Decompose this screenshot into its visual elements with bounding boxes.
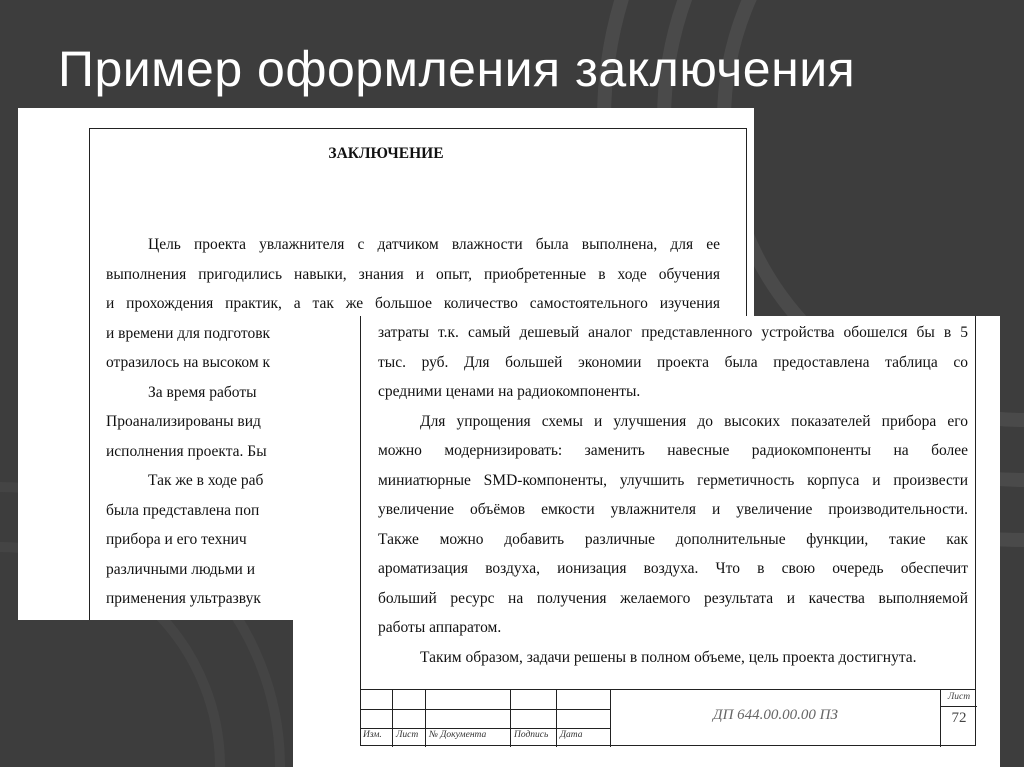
text-line: отразилось на высоком к: [106, 354, 271, 371]
text-line: больший ресурс на получения желаемого результата и качества выполняемой: [378, 589, 968, 607]
text-line: затраты т.к. самый дешевый аналог представленного устройства обошелся бы в 5: [378, 324, 968, 341]
stamp-divider: [556, 690, 557, 747]
stamp-label-sheet: Лист: [396, 730, 419, 740]
text-line: увеличение объёмов емкости увлажнителя и увеличение производительности.: [378, 501, 968, 518]
text-line: применения ультразвук: [106, 590, 261, 607]
text-line: различными людьми и: [106, 560, 256, 578]
document-body: [378, 318, 968, 672]
text-line: была представлена поп: [106, 501, 260, 519]
text-line: исполнения проекта. Бы: [106, 442, 267, 460]
stamp-label-document: № Документа: [429, 730, 487, 740]
text-line: ароматизация воздуха, ионизация воздуха. Что в свою очередь обеспечит: [378, 560, 968, 577]
text-line: и времени для подготовк: [106, 324, 271, 342]
stamp-divider: [360, 709, 610, 710]
document-heading: ЗАКЛЮЧЕНИЕ: [328, 145, 444, 162]
text-line: можно модернизировать: заменить навесные радиокомпоненты на более: [378, 442, 968, 459]
stamp-divider: [360, 728, 610, 729]
text-line: и прохождения практик, а так же большое количество самостоятельного изучения: [106, 295, 720, 312]
text-line: средними ценами на радиокомпоненты.: [378, 383, 641, 400]
text-line: выполнения пригодились навыки, знания и опыт, приобретенные в ходе обучения: [106, 265, 720, 283]
stamp-divider: [510, 690, 511, 747]
text-line: Цель проекта увлажнителя с датчиком влажности была выполнена, для ее: [148, 236, 720, 253]
text-line: тыс. руб. Для большей экономии проекта была предоставлена таблица со: [378, 353, 968, 371]
stamp-divider: [425, 690, 426, 747]
stamp-label-change: Изм.: [363, 730, 382, 740]
sheet-number: 72: [951, 710, 967, 726]
text-line: Таким образом, задачи решены в полном объеме, цель проекта достигнута.: [420, 648, 917, 666]
slide-title: Пример оформления заключения: [58, 41, 856, 97]
document-page-front: [293, 316, 1000, 767]
document-code: ДП 644.00.00.00 ПЗ: [610, 690, 940, 747]
text-line: Также можно добавить различные дополнительные функции, такие как: [378, 530, 968, 548]
stamp-divider: [392, 690, 393, 747]
text-line: прибора и его технич: [106, 531, 247, 548]
text-line: Для упрощения схемы и улучшения до высоких показателей прибора его: [420, 412, 968, 430]
text-line: Так же в ходе раб: [148, 472, 264, 489]
sheet-label: Лист: [941, 692, 977, 707]
stamp-label-date: Дата: [560, 730, 583, 740]
stamp-label-signature: Подпись: [514, 730, 549, 740]
text-line: миниатюрные SMD-компоненты, улучшить герметичность корпуса и произвести: [378, 471, 968, 489]
text-line: Проанализированы вид: [106, 413, 261, 430]
text-line: работы аппаратом.: [378, 619, 502, 636]
title-block-stamp: [360, 689, 976, 746]
text-line: За время работы: [148, 383, 257, 401]
sheet-box: [940, 690, 976, 747]
